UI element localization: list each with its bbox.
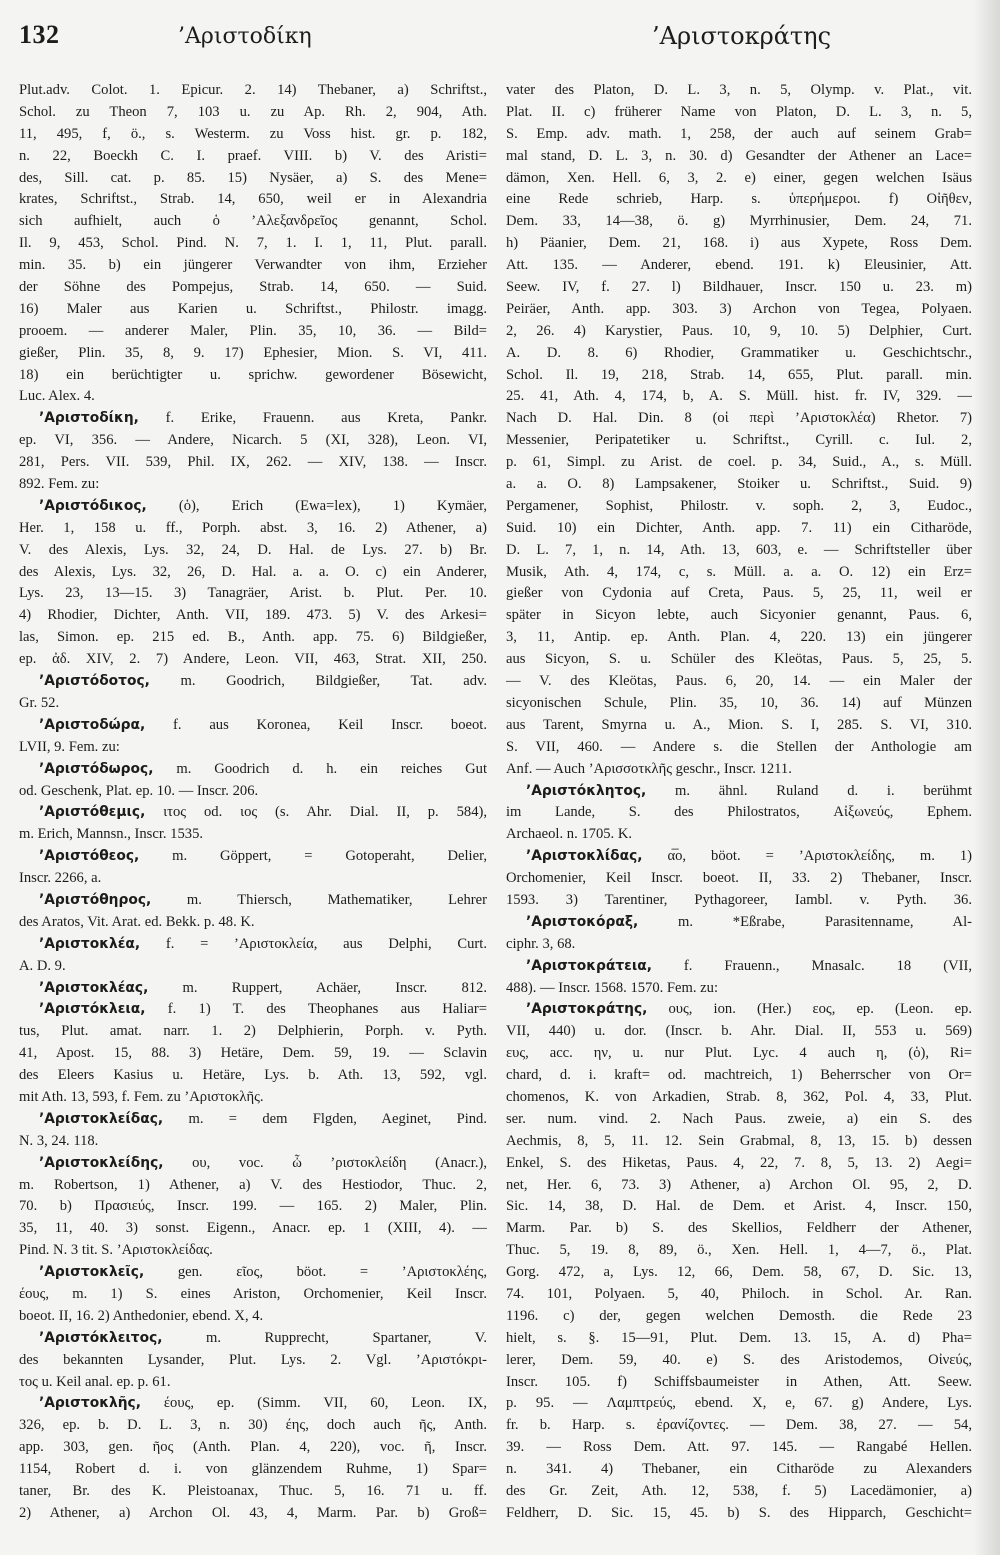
line-text: des Alexis, Lys. 32, 26, D. Hal. a. a. O. c) ein Anderer, [19,563,487,580]
text-line [506,211,972,233]
text-line [506,868,972,890]
line-text: ep. VI, 356. — Andere, Nicarch. 5 (XI, 328), Leon. VI, [19,432,487,449]
text-line [506,1328,972,1350]
text-line [506,1350,972,1372]
line-text: 1154, Robert d. i. von glänzendem Ruhme, 1) Spar= [19,1461,487,1478]
entry-first-line [19,1109,487,1131]
line-text: Inscr. 2266, a. [19,870,102,887]
line-text: Peiräer, Anth. app. 303. 3) Archon von Tegea, Polyaen. [506,300,972,317]
line-text: m. Erich, Mannsn., Inscr. 1535. [19,826,204,843]
line-text: taner, Br. des K. Pleistoanax, Thuc. 5, 16. 71 u. ff. [19,1483,487,1499]
line-text: m. Goodrich d. h. ein reiches Gut [153,760,487,777]
text-line [19,1350,487,1372]
line-text: έους, m. 1) S. eines Ariston, Orchomenier, Keil Inscr. [19,1285,487,1302]
headword: ’Αριστοκόραξ, [526,913,639,930]
line-text: Musik, Ath. 4, 174, c, s. Müll. a. a. O. 12) ein Erz= [506,563,972,580]
line-text: prooem. — anderer Maler, Plin. 35, 10, 36. — Bild= [19,322,487,339]
line-text: ciphr. 3, 68. [506,935,576,952]
headword: ’Αριστόθεος, [39,848,140,865]
line-text: las, Simon. ep. 215 ed. B., Anth. app. 75. 6) Bildgießer, [19,629,487,646]
headword: ’Αριστοδίκη, [39,410,139,427]
entry-first-line [19,890,487,912]
line-text: f. aus Koronea, Keil Inscr. boeot. [145,716,487,733]
line-text: Plut.adv. Colot. 1. Epicur. 2. 14) Thebaner, a) Schriftst., [19,82,487,98]
text-line [506,802,972,824]
text-line [506,168,972,190]
headword: ’Αριστοδώρα, [39,716,146,733]
headword: ’Αριστοκλέα, [39,935,141,952]
line-text: Pergamener, Sophist, Philostr. v. soph. 2, 3, Eudoc., [506,497,972,514]
line-text: vater des Platon, D. L. 3, n. 5, Olymp. v. Plat., vit. [506,82,972,98]
text-line [19,343,487,365]
text-line [506,496,972,518]
line-text: m. Thiersch, Mathematiker, Lehrer [151,891,487,908]
line-text: des bekannten Lysander, Plut. Lys. 2. Vgl. ’Αριστόκρι- [19,1351,487,1368]
line-text: Anf. — Auch ’Αρισσοτκλῆς geschr., Inscr. 1211. [506,760,792,777]
line-text: 4) Rhodier, Dichter, Anth. VII, 189. 473. 5) V. des Arkesi= [19,607,487,624]
text-line [506,759,972,781]
entry-first-line [19,715,487,737]
entry-first-line [19,408,487,430]
entry-first-line [19,1262,487,1284]
line-text: A. D. 8. 6) Rhodier, Grammatiker u. Geschichtschr., [506,344,972,361]
entry-first-line [19,802,487,824]
headword: ’Αριστόδοτος, [39,673,150,690]
line-text: n. 22, Boeckh C. I. praef. VIII. b) V. des Aristi= [19,147,487,164]
entry-first-line [506,999,972,1021]
line-text: A. D. 9. [19,957,66,974]
text-line [19,912,487,934]
line-text: sich aufhielt, auch ὁ ’Αλεξανδρεῖος genannt, Schol. [19,213,487,230]
text-line [19,1459,487,1481]
text-line [19,781,487,803]
right-column [506,80,972,1525]
text-line [506,605,972,627]
text-line [506,80,972,102]
text-line [19,1415,487,1437]
line-text: des, Sill. cat. p. 85. 15) Nysäer, a) S. des Mene= [19,169,487,186]
line-text: der Söhne des Pompejus, Strab. 14, 650. — Suid. [19,279,487,296]
text-line [19,1196,487,1218]
text-line [19,1437,487,1459]
line-text: min. 35. b) ein jüngerer Verwandter von ihm, Erzieher [19,257,487,274]
line-text: 2, 26. 4) Karystier, Paus. 10, 9, 10. 5) Delphier, Curt. [506,322,972,339]
line-text: έους, ep. (Simm. VII, 60, Leon. IX, [140,1395,487,1412]
running-head-right: ’Αριστοκράτης [652,22,832,50]
text-line [19,474,487,496]
line-text: p. 61, Simpl. zu Arist. de coel. p. 34, Suid., A., s. Müll. [506,454,972,471]
text-line [19,1240,487,1262]
line-text: m. *Eßrabe, Parasitenname, Al- [638,913,972,930]
line-text: Archaeol. n. 1705. K. [506,826,633,843]
line-text: des Eleers Kasius u. Hetäre, Lys. b. Ath. 13, 592, vgl. [19,1067,487,1084]
text-line [506,1153,972,1175]
entry-first-line [19,1328,487,1350]
headword: ’Αριστοκλεῖς, [39,1264,145,1281]
entry-first-line [19,846,487,868]
entry-first-line [19,978,487,1000]
text-line [19,146,487,168]
line-text: f. 1) T. des Theophanes aus Haliar= [145,1001,487,1018]
line-text: Suid. 10) ein Dichter, Anth. app. 7. 11) ein Citharöde, [506,519,972,536]
line-text: Sic. 14, 38, D. Hal. de Dem. et Arist. 4, Inscr. 150, [506,1198,972,1215]
text-line [506,1372,972,1394]
line-text: Inscr. 105. f) Schiffsbaumeister in Athen, Att. Seew. [506,1373,972,1390]
text-line [19,80,487,102]
line-text: m. ähnl. Ruland d. i. berühmt [646,782,972,799]
text-line [19,737,487,759]
line-text: D. L. 7, 1, n. 14, Ath. 13, 603, e. — Schriftsteller über [506,541,972,558]
text-line [506,365,972,387]
line-text: app. 303, gen. ῆος (Anth. Plan. 4, 220), voc. ῆ, Inscr. [19,1439,487,1456]
line-text: chomenos, K. von Arkadien, Strab. 8, 362, Pol. 4, 33, Plut. [506,1088,972,1105]
line-text: Luc. Alex. 4. [19,388,95,405]
page-edge-shadow [974,0,1000,1555]
line-text: Messenier, Peripatetiker u. Schriftst., Cyrill. c. Iul. 2, [506,432,972,449]
text-line [506,715,972,737]
line-text: 18) ein berüchtigter u. sprichw. gewordener Bösewicht, [19,366,487,383]
text-line [19,1481,487,1503]
headword: ’Αριστοκράτης, [526,1001,648,1018]
line-text: p. 95. — Λαμπτρεύς, ebend. X, e, 67. g) Andere, Lys. [506,1395,972,1412]
text-line [506,452,972,474]
line-text: krates, Schriftst., Strab. 14, 650, weil er in Alexandria [19,191,487,208]
line-text: eine Rede schrieb, Harp. s. ὑπερήμεροι. f) Οἰῆθεν, [506,191,972,208]
text-line [506,1175,972,1197]
text-line [19,124,487,146]
text-line [506,1503,972,1525]
text-line [19,255,487,277]
line-text: Orchomenier, Keil Inscr. boeot. II, 33. 2) Thebaner, Inscr. [506,870,972,887]
line-text: des Aratos, Vit. Arat. ed. Bekk. p. 48. K. [19,913,255,930]
text-line [506,1262,972,1284]
entry-first-line [506,912,972,934]
line-text: mit Ath. 13, 593, f. Fem. zu ’Αριστοκλῆς. [19,1088,264,1105]
text-line [19,277,487,299]
text-line [506,627,972,649]
headword: ’Αριστοκλίδας, [526,848,643,865]
text-line [19,540,487,562]
line-text: fr. b. Harp. s. ἐρανίζοντες. — Dem. 38, 27. — 54, [506,1417,972,1434]
entry-first-line [19,999,487,1021]
line-text: 39. — Ross Dem. Att. 97. 145. — Rangabé Hellen. [506,1439,972,1456]
text-line [19,211,487,233]
text-line [506,1306,972,1328]
headword: ’Αριστόδικος, [39,497,147,514]
text-line [19,868,487,890]
line-text: 2) Athener, a) Archon Ol. 43, 4, Marm. Par. b) Groß= [19,1504,487,1521]
text-line [19,452,487,474]
line-text: f. = ’Αριστοκλεία, aus Delphi, Curt. [140,935,487,952]
text-line [506,562,972,584]
text-line [506,671,972,693]
headword: ’Αριστοκλῆς, [39,1395,141,1412]
line-text: ευς, acc. ην, u. nur Plut. Lyc. 4 auch η, (ὁ), Ri= [506,1045,972,1062]
line-text: Seew. IV, f. 27. l) Bildhauer, Inscr. 150 u. 23. m) [506,279,972,296]
headword: ’Αριστόκλητος, [526,782,647,799]
entry-first-line [19,934,487,956]
text-line [19,693,487,715]
entry-first-line [506,846,972,868]
line-text: 74. 101, Polyaen. 5, 40, Philoch. in Schol. Ar. Ran. [506,1285,972,1302]
entry-first-line [19,496,487,518]
line-text: ep. ἀδ. XIV, 2. 7) Andere, Leon. VII, 463, Strat. XII, 250. [19,651,487,668]
line-text: (ὁ), Erich (Ewa=lex), 1) Kymäer, [146,497,487,514]
line-text: Nach D. Hal. Din. 8 (οἱ περὶ ’Αριστοκλέα) Rhetor. 7) [506,410,972,427]
headword: ’Αριστόθεμις, [39,804,146,821]
line-text: Il. 9, 453, Schol. Pind. N. 7, 1. I. 1, 11, Plut. parall. [19,235,487,252]
text-line [19,1284,487,1306]
text-line [506,1284,972,1306]
line-text: net, Her. 6, 73. 3) Athener, a) Archon Ol. 95, 2, D. [506,1176,972,1193]
text-line [506,540,972,562]
line-text: gießer von Cydonia auf Creta, Paus. 5, 25, 11, weil er [506,585,972,602]
text-line [19,1065,487,1087]
text-line [19,956,487,978]
text-line [506,583,972,605]
text-line [19,605,487,627]
line-text: N. 3, 24. 118. [19,1132,99,1149]
line-text: tus, Plut. amat. narr. 1. 2) Delphierin, Porph. v. Pyth. [19,1023,487,1040]
line-text: 892. Fem. zu: [19,476,100,493]
left-column [19,80,487,1525]
line-text: LVII, 9. Fem. zu: [19,738,120,755]
line-text: 16) Maler aus Karien u. Schriftst., Philostr. imagg. [19,300,487,317]
line-text: lerer, Dem. 59, 40. e) S. des Aristodemos, Οἰνεύς, [506,1351,972,1368]
text-line [506,518,972,540]
text-line [506,1021,972,1043]
text-line [19,1218,487,1240]
line-text: chard, d. i. kraft= od. machtreich, 1) Beherrscher von Or= [506,1067,972,1084]
text-line [506,1109,972,1131]
line-text: m. Ruppert, Achäer, Inscr. 812. [148,979,487,996]
text-line [506,386,972,408]
line-text: im Lande, S. des Philostratos, Αἰξωνεύς, Ephem. [506,804,972,821]
line-text: Schol. Il. 19, 218, Strab. 14, 655, Plut. parall. min. [506,366,972,383]
line-text: 25. 41, Ath. 4, 174, b, A. S. Müll. hist. fr. IV, 329. — [506,388,972,405]
line-text: 35, 11, 40. 3) sonst. Eigenn., Anacr. ep. 1 (XIII, 4). — [19,1220,487,1237]
text-line [506,1459,972,1481]
text-line [506,1415,972,1437]
text-line [506,824,972,846]
line-text: mal stand, D. L. 3, n. 30. d) Gesandter der Athener an Lace= [506,147,972,164]
text-line [19,189,487,211]
line-text: Thuc. 5, 19. 8, 89, ö., Xen. Hell. 1, 4—7, ö., Plat. [506,1242,972,1259]
text-line [19,168,487,190]
line-text: 1593. 3) Tarentiner, Pythagoreer, Iambl. v. Pyth. 36. [506,891,972,908]
line-text: Att. 135. — Anderer, ebend. 191. k) Eleusinier, Att. [506,257,972,274]
text-line [506,934,972,956]
headword: ’Αριστόδωρος, [39,760,154,777]
text-line [19,824,487,846]
text-line [19,1503,487,1525]
line-text: gen. εῖος, böot. = ’Αριστοκλέης, [144,1264,487,1281]
line-text: ser. num. vind. 2. Nach Paus. zweie, a) ein S. des [506,1110,972,1127]
text-line [506,430,972,452]
line-text: gießer, Plin. 35, 8, 9. 17) Ephesier, Mion. S. VI, 411. [19,344,487,361]
line-text: Enkel, S. des Hiketas, Paus. 4, 22, 7. 8, 5, 13. 2) Aegi= [506,1154,972,1171]
line-text: α̅ο, böot. = ’Αριστοκλείδης, m. 1) [642,848,972,865]
line-text: m. = dem Flgden, Aeginet, Pind. [163,1110,487,1127]
line-text: m. Goodrich, Bildgießer, Tat. adv. [149,673,487,690]
text-line [506,408,972,430]
line-text: h) Päanier, Dem. 21, 168. i) aus Xypete, Ross Dem. [506,235,972,252]
text-line [506,321,972,343]
text-line [506,737,972,759]
text-line [506,1065,972,1087]
line-text: 70. b) Πρασιεύς, Inscr. 199. — 165. 2) Maler, Plin. [19,1198,487,1215]
text-line [506,1240,972,1262]
text-line [506,978,972,1000]
page-number: 132 [19,20,60,49]
text-line [19,102,487,124]
line-text: Lys. 23, 13—15. 3) Tanagräer, Arist. b. Plut. Per. 10. [19,585,487,602]
line-text: τος u. Keil anal. ep. p. 61. [19,1373,171,1390]
text-line [506,124,972,146]
text-line [506,146,972,168]
headword: ’Αριστοκλέας, [39,979,149,996]
text-line [506,890,972,912]
line-text: aus Sicyon, S. u. Schüler des Kleötas, Paus. 5, 25, 5. [506,651,972,668]
line-text: ου, voc. ὦ ’ριστοκλείδη (Anacr.), [163,1154,487,1171]
line-text: — V. des Kleötas, Paus. 6, 20, 14. — ein Maler der [506,673,972,690]
line-text: des Gr. Zeit, Ath. 12, 538, f. 5) Lacedämonier, a) [506,1483,972,1499]
text-line [506,277,972,299]
line-text: später in Sicyon lebte, auch Sicyonier genannt, Paus. 6, [506,607,972,624]
headword: ’Αριστοκλείδας, [39,1110,164,1127]
line-text: Gorg. 472, a, Lys. 12, 66, Dem. 58, 67, D. Sic. 13, [506,1264,972,1281]
text-line [19,1306,487,1328]
running-head-left: ’Αριστοδίκη [178,24,312,49]
text-line [19,386,487,408]
text-line [19,627,487,649]
text-line [19,1175,487,1197]
line-text: S. VII, 460. — Andere s. die Stellen der Anthologie am [506,738,972,755]
text-line [19,1043,487,1065]
line-text: 3, 11, Antip. ep. Anth. Plan. 4, 220. 13) ein jüngerer [506,629,972,646]
line-text: f. Erike, Frauenn. aus Kreta, Pankr. [138,410,487,427]
line-text: 11, 495, f, ö., s. Westerm. zu Voss hist. gr. p. 182, [19,125,487,142]
line-text: S. Emp. adv. math. 1, 258, der auch auf seinem Grab= [506,125,972,142]
entry-first-line [19,759,487,781]
line-text: Dem. 33, 14—38, ö. g) Myrrhinusier, Dem. 24, 71. [506,213,972,230]
line-text: 281, Pers. VII. 539, Phil. IX, 262. — XIV, 138. — Inscr. [19,454,487,471]
line-text: dämon, Xen. Hell. 6, 3, 2. e) einer, gegen welchen Isäus [506,169,972,186]
line-text: m. Rupprecht, Spartaner, V. [162,1329,487,1346]
text-line [506,1218,972,1240]
text-line [19,1131,487,1153]
line-text: n. 341. 4) Thebaner, ein Citharöde zu Alexanders [506,1461,972,1478]
line-text: VII, 440) u. dor. (Inscr. b. Ahr. Dial. II, 553 u. 569) [506,1023,972,1040]
line-text: 488). — Inscr. 1568. 1570. Fem. zu: [506,979,718,996]
line-text: Plat. II. c) früherer Name von Platon, D. L. 3, n. 5, [506,103,972,120]
line-text: boeot. II, 16. 2) Anthedonier, ebend. X, 4. [19,1307,264,1324]
entry-first-line [19,1393,487,1415]
text-line [506,102,972,124]
headword: ’Αριστόθηρος, [39,891,152,908]
text-line [19,321,487,343]
line-text: Aechmis, 8, 5, 11. 12. Sein Grabmal, 8, 13, 15. b) dessen [506,1132,972,1149]
line-text: hielt, s. §. 15—91, Plut. Dem. 13. 15, A. d) Pha= [506,1329,972,1346]
headword: ’Αριστόκλεια, [39,1001,146,1018]
text-line [19,562,487,584]
line-text: sicyonischen Schule, Plin. 35, 10, 36. 14) auf Münzen [506,694,972,711]
text-line [19,583,487,605]
text-line [19,233,487,255]
line-text: Schol. zu Theon 7, 103 u. zu Ap. Rh. 2, 904, Ath. [19,103,487,120]
text-line [19,1372,487,1394]
text-line [506,693,972,715]
line-text: a. a. O. 8) Lampsakener, Stoiker u. Schriftst., Suid. 9) [506,476,972,493]
line-text: ιτος od. ιος (s. Ahr. Dial. II, p. 584), [145,804,487,821]
line-text: ους, ion. (Her.) εος, ep. (Leon. ep. [647,1001,972,1018]
text-line [506,1131,972,1153]
line-text: 326, ep. b. D. L. 3, n. 30) έης, doch auch ῆς, Anth. [19,1417,487,1434]
line-text: aus Tarent, Smyrna u. A., Mion. S. I, 285. S. VI, 310. [506,716,972,733]
line-text: m. Göppert, = Gotoperaht, Delier, [139,848,487,865]
line-text: Marm. Par. b) S. des Skellios, Feldherr der Athener, [506,1220,972,1237]
line-text: Gr. 52. [19,694,60,711]
text-line [19,1021,487,1043]
text-line [19,430,487,452]
entry-first-line [19,1153,487,1175]
text-line [506,189,972,211]
line-text: V. des Alexis, Lys. 32, 24, D. Hal. de Lys. 27. b) Br. [19,541,487,558]
line-text: Feldherr, D. Sic. 15, 45. b) S. des Hipparch, Geschicht= [506,1504,972,1521]
text-line [506,1393,972,1415]
line-text: 1196. c) der, gegen welchen Demosth. die Rede 23 [506,1307,972,1324]
headword: ’Αριστοκλείδης, [39,1154,164,1171]
text-line [506,255,972,277]
headword: ’Αριστόκλειτος, [39,1329,163,1346]
text-line [506,649,972,671]
text-line [19,1087,487,1109]
text-line [506,1437,972,1459]
line-text: 41, Apost. 15, 88. 3) Hetäre, Dem. 59, 19. — Sclavin [19,1045,487,1062]
entry-first-line [506,956,972,978]
line-text: Her. 1, 158 u. ff., Porph. abst. 3, 16. 2) Athener, a) [19,519,487,536]
headword: ’Αριστοκράτεια, [526,957,652,974]
text-line [506,343,972,365]
text-line [19,649,487,671]
text-line [506,233,972,255]
line-text: f. Frauenn., Mnasalc. 18 (VII, [651,957,972,974]
text-line [506,1196,972,1218]
line-text: Pind. N. 3 tit. S. ’Αριστοκλείδας. [19,1242,213,1259]
line-text: od. Geschenk, Plat. ep. 10. — Inscr. 206. [19,782,259,799]
text-line [19,365,487,387]
text-line [506,1087,972,1109]
text-line [506,299,972,321]
text-line [506,1481,972,1503]
entry-first-line [506,781,972,803]
text-line [19,518,487,540]
line-text: m. Robertson, 1) Athener, a) V. des Hestiodor, Thuc. 2, [19,1176,487,1193]
text-line [506,1043,972,1065]
text-line [506,474,972,496]
entry-first-line [19,671,487,693]
text-line [19,299,487,321]
